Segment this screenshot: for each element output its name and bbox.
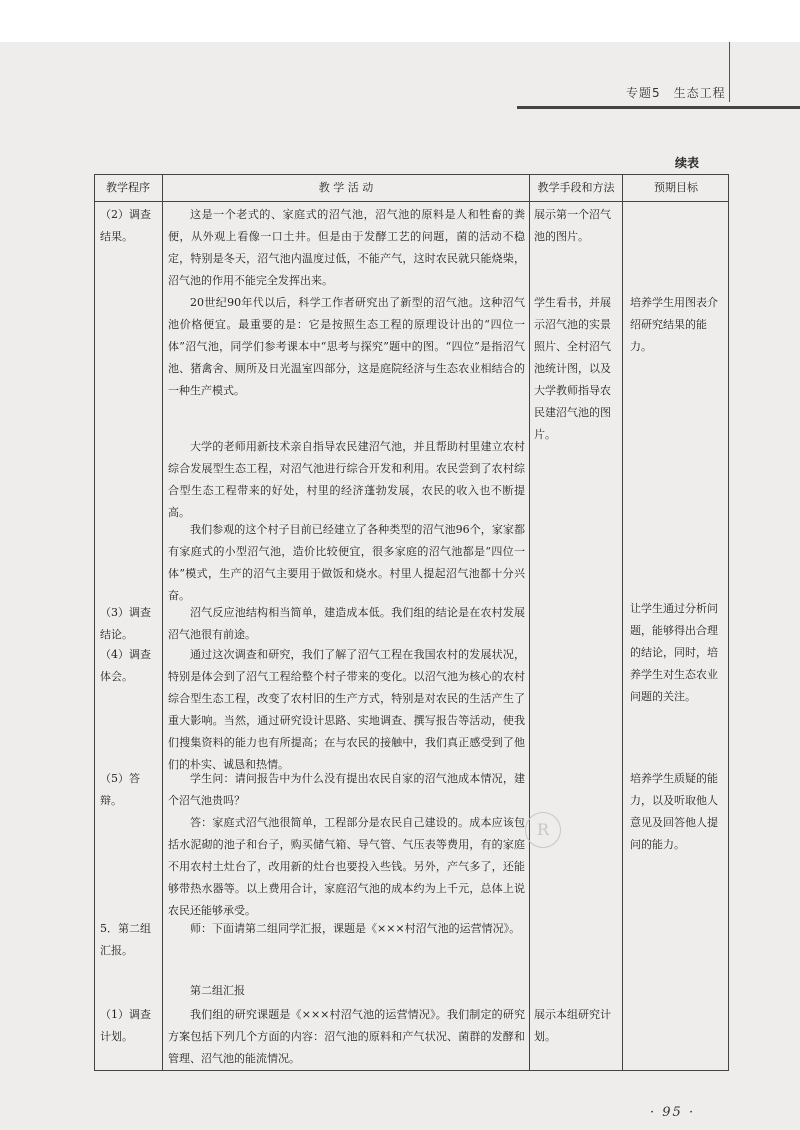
lesson-plan-table [94,174,729,1071]
activity-paragraph: 大学的老师用新技术亲自指导农民建沼气池，并且帮助村里建立农村综合发展型生态工程，对沼气池进行综合开发和利用。农民尝到了农村综合型生态工程带来的好处，村里的经济蓬勃发展，农民的收入也不断提高。 [168,440,525,519]
column-divider [529,174,530,1071]
procedure-cell: （1）调查计划。 [100,1008,151,1043]
goal-cell: 让学生通过分析问题，能够得出合理的结论，同时，培养学生对生态农业问题的关注。 [630,602,718,703]
header-row-divider [94,201,729,202]
goal-cell: 培养学生质疑的能力，以及听取他人意见及回答他人提问的能力。 [630,772,718,851]
procedure-cell: 5．第二组汇报。 [100,922,151,957]
activity-paragraph: 通过这次调查和研究，我们了解了沼气工程在我国农村的发展状况，特别是体会到了沼气工程给整个村子带来的变化。以沼气池为核心的农村综合型生态工程，改变了农村旧的生产方式，特别是对农民的生活产生了重大影响。当然，通过研究设计思路、实地调查、撰写报告等活动，使我们搜集资料的能力也有所提高；在与农民的接触中，我们真正感受到了他们的朴实、诚恳和热情。 [168,648,525,771]
page-number: · 95 · [650,1105,696,1120]
activity-paragraph: 这是一个老式的、家庭式的沼气池，沼气池的原料是人和牲畜的粪便，从外观上看像一口土井。但是由于发酵工艺的问题，菌的活动不稳定，特别是冬天，沼气池内温度过低，不能产气，这时农民就只能烧柴，沼气池的作用不能完全发挥出来。 [168,208,525,287]
running-header: 专题5 生态工程 [626,86,726,100]
activity-paragraph: 我们参观的这个村子目前已经建立了各种类型的沼气池96个，家家都有家庭式的小型沼气池，造价比较便宜，很多家庭的沼气池都是“四位一体”模式，生产的沼气主要用于做饭和烧水。村里人提起沼气池都十分兴奋。 [168,523,525,602]
methods-cell: 学生看书，并展示沼气池的实景照片、全村沼气池统计图，以及大学教师指导农民建沼气池的图片。 [534,296,611,441]
goal-cell: 培养学生用图表介绍研究结果的能力。 [630,296,718,353]
methods-cell: 展示第一个沼气池的图片。 [534,208,611,243]
activity-paragraph: 学生问：请问报告中为什么没有提出农民自家的沼气池成本情况，建个沼气池贵吗？ [168,772,525,807]
header-vertical-rule [729,42,730,102]
column-header-activity: 教 学 活 动 [318,181,374,194]
header-rule [517,106,800,109]
procedure-cell: （2）调查结果。 [100,208,151,243]
activity-paragraph: 沼气反应池结构相当简单，建造成本低。我们组的结论是在农村发展沼气池很有前途。 [168,606,525,641]
column-header-goal: 预期目标 [654,181,698,194]
column-divider [162,174,163,1071]
procedure-cell: （5）答辩。 [100,772,140,807]
activity-paragraph: 师：下面请第二组同学汇报，课题是《×××村沼气池的运营情况》。 [190,922,521,935]
activity-paragraph: 20世纪90年代以后，科学工作者研究出了新型的沼气池。这种沼气池价格便宜。最重要的是：它是按照生态工程的原理设计出的“四位一体”沼气池，同学们参考课本中“思考与探究”题中的图。“四位”是指沼气池、猪禽舍、厕所及日光温室四部分，这是庭院经济与生态农业相结合的一种生产模式。 [168,296,525,397]
column-divider [622,174,623,1071]
column-header-procedure: 教学程序 [106,181,150,194]
methods-cell: 展示本组研究计划。 [534,1008,611,1043]
registered-watermark: R [525,812,561,848]
activity-paragraph: 我们组的研究课题是《×××村沼气池的运营情况》。我们制定的研究方案包括下列几个方面的内容：沼气池的原料和产气状况、菌群的发酵和管理、沼气池的能流情况。 [168,1008,525,1065]
procedure-cell: （4）调查体会。 [100,648,151,683]
continued-table-label: 续表 [675,156,700,170]
procedure-cell: （3）调查结论。 [100,606,151,641]
activity-heading: 第二组汇报 [190,984,245,997]
book-page [0,42,800,1130]
activity-paragraph: 答：家庭式沼气池很简单，工程部分是农民自己建设的。成本应该包括水泥砌的池子和台子，购买储气箱、导气管、气压表等费用，有的家庭不用农村土灶台了，改用新的灶台也要投入些钱。另外，产气多了，还能够带热水器等。以上费用合计，家庭沼气池的成本约为上千元，总体上说农民还能够承受。 [168,816,525,917]
column-header-methods: 教学手段和方法 [537,181,615,194]
